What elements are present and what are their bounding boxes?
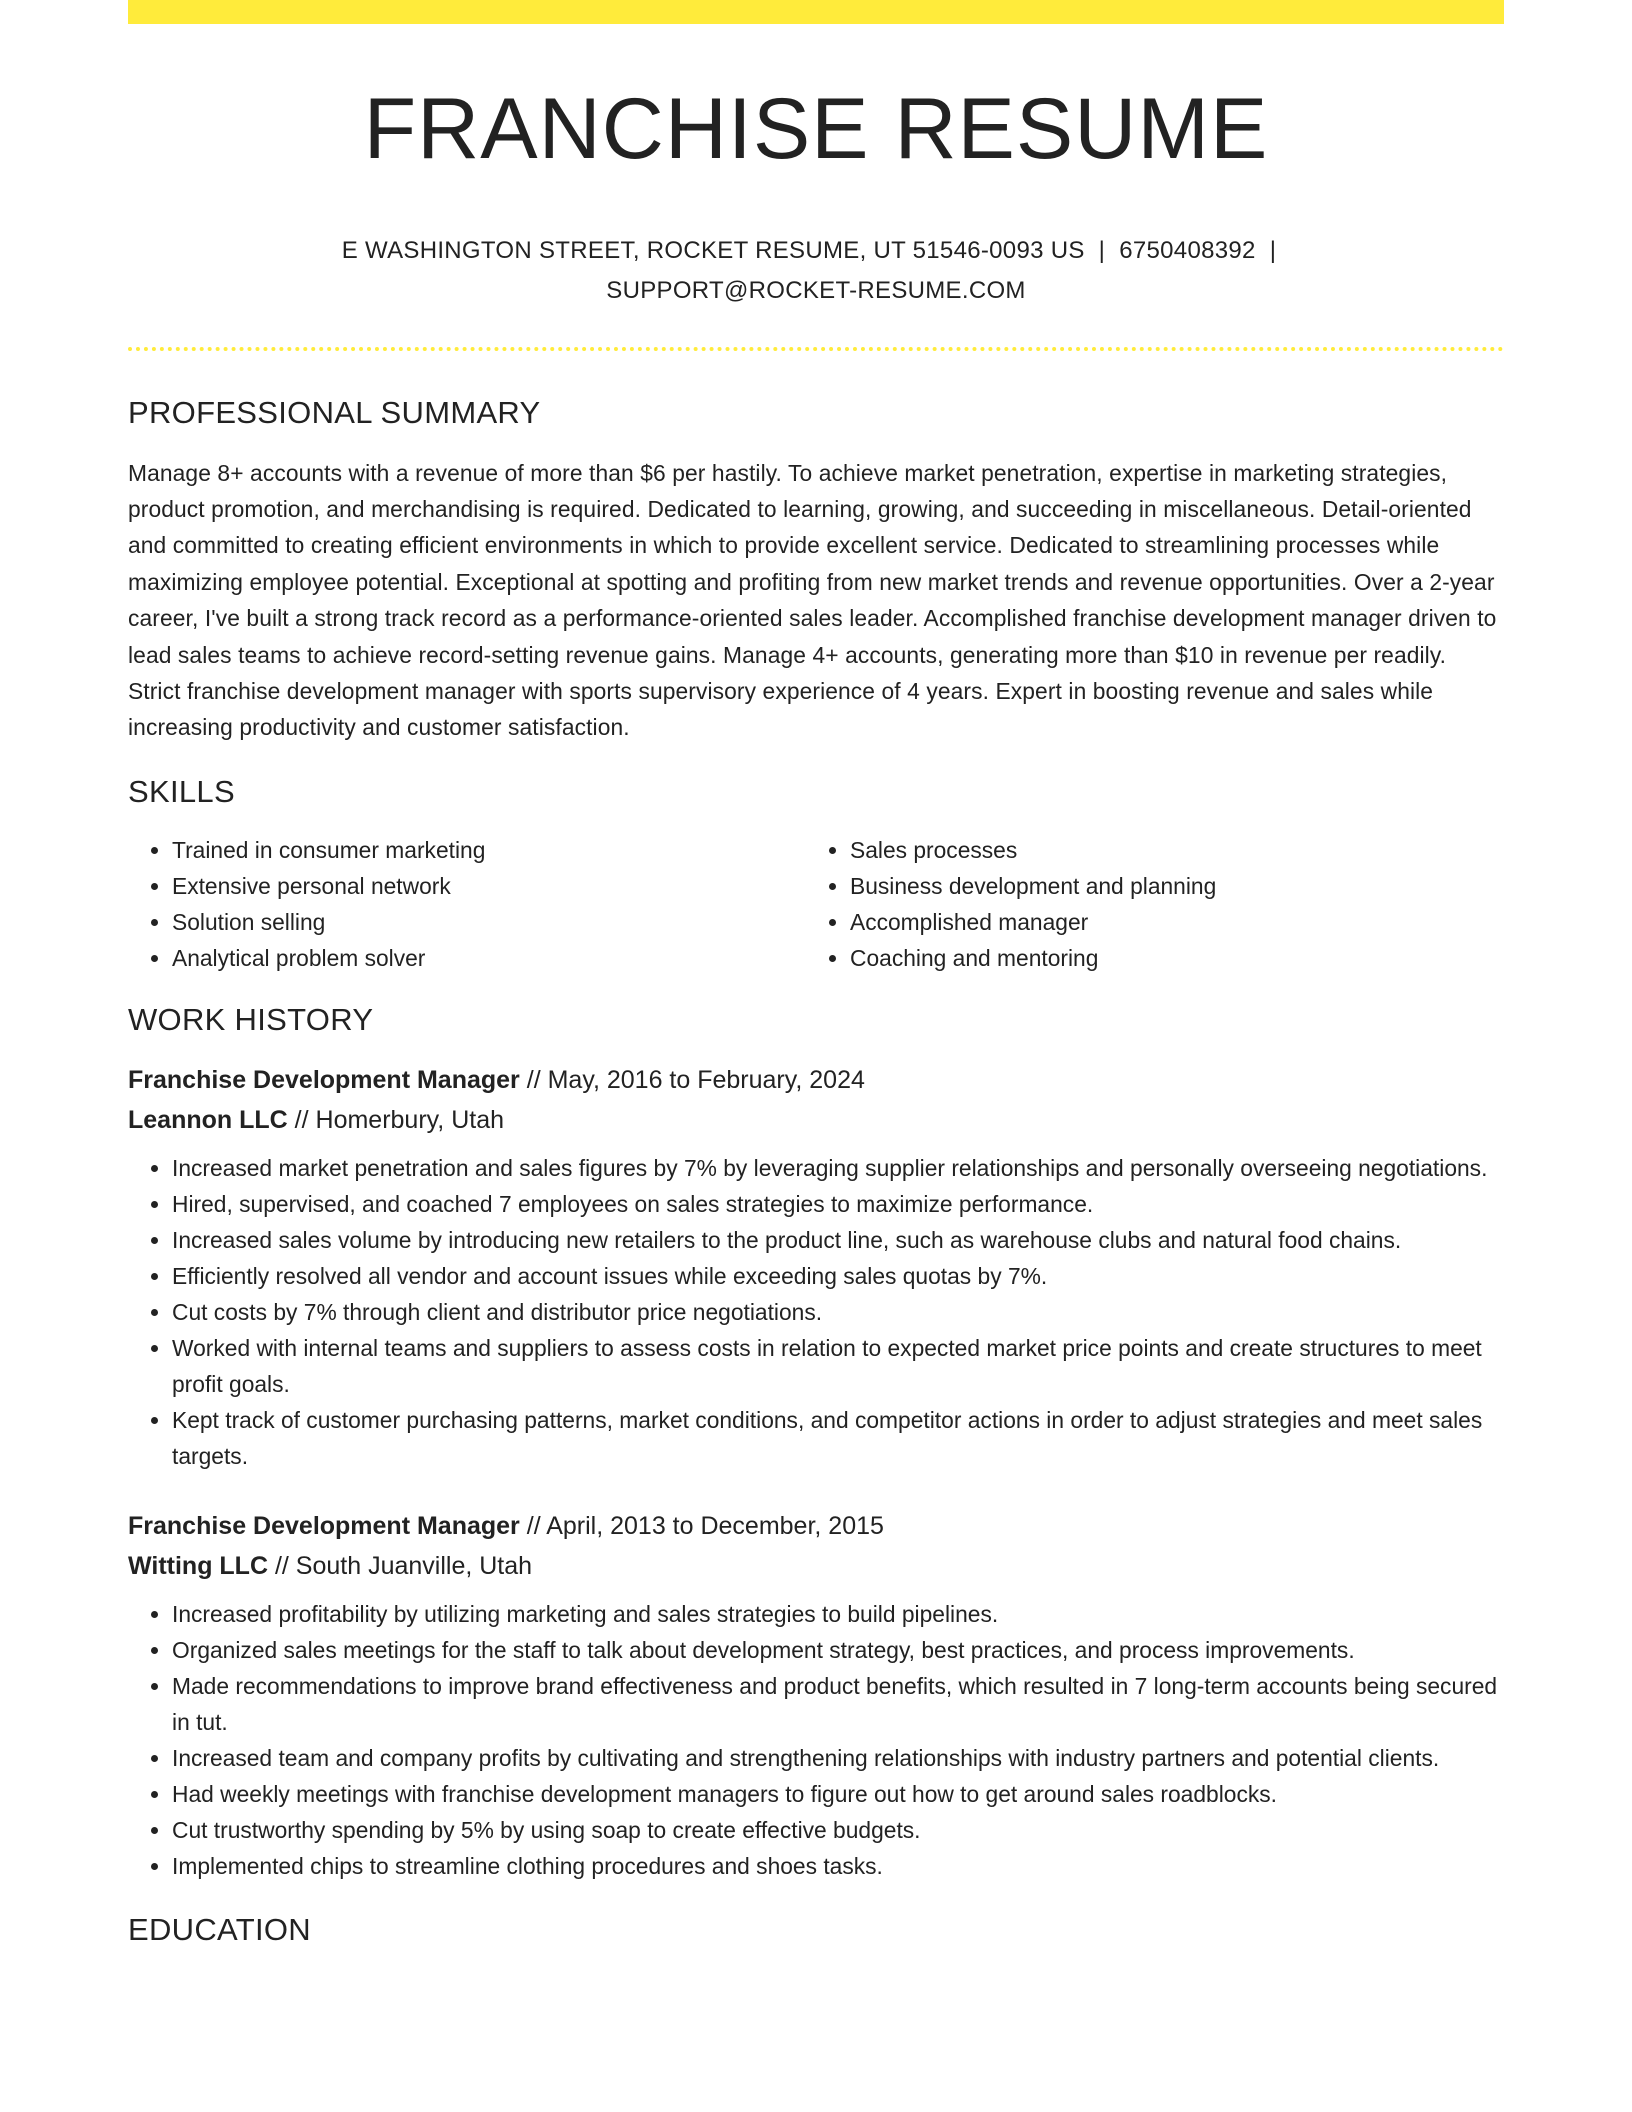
section-heading-summary: PROFESSIONAL SUMMARY <box>128 394 541 430</box>
list-item: • Implemented chips to streamline clothing procedures and shoes tasks. <box>172 1848 1504 1884</box>
list-item: • Cut costs by 7% through client and distributor price negotiations. <box>172 1294 1504 1330</box>
job-title-line <box>128 1506 1504 1546</box>
section-heading-education: EDUCATION <box>128 1911 311 1947</box>
list-item: • Increased market penetration and sales figures by 7% by leveraging supplier relationships and personally overseeing negotiations. <box>172 1150 1504 1186</box>
separator: | <box>1269 236 1277 264</box>
list-item: • Hired, supervised, and coached 7 employees on sales strategies to maximize performance. <box>172 1186 1504 1222</box>
list-item: • Worked with internal teams and suppliers to assess costs in relation to expected market price points and create structures to meet profit goals. <box>172 1330 1504 1402</box>
company-name: Witting LLC <box>128 1551 269 1580</box>
skill-item: • Coaching and mentoring <box>850 940 1484 976</box>
skill-item: • Accomplished manager <box>850 904 1484 940</box>
address: E WASHINGTON STREET, ROCKET RESUME, UT 51546-0093 US <box>341 236 1085 264</box>
skill-item: • Analytical problem solver <box>172 940 806 976</box>
job-company-line <box>128 1546 1504 1586</box>
list-item: • Increased profitability by utilizing marketing and sales strategies to build pipelines. <box>172 1596 1504 1632</box>
company-location: // Homerbury, Utah <box>294 1105 504 1134</box>
skill-item: • Solution selling <box>172 904 806 940</box>
resume-title: FRANCHISE RESUME <box>363 81 1269 177</box>
skill-item: • Business development and planning <box>850 868 1484 904</box>
skills-list <box>128 832 1504 976</box>
skill-item: • Trained in consumer marketing <box>172 832 806 868</box>
job-company-line <box>128 1100 1504 1140</box>
phone: 6750408392 <box>1119 236 1256 264</box>
section-heading-work-history: WORK HISTORY <box>128 1001 374 1037</box>
job-dates: // May, 2016 to February, 2024 <box>526 1065 865 1094</box>
skill-item: • Extensive personal network <box>172 868 806 904</box>
skill-item: • Sales processes <box>850 832 1484 868</box>
contact-line-1 <box>128 231 1504 271</box>
list-item: • Organized sales meetings for the staff to talk about development strategy, best practices, and process improvements. <box>172 1632 1504 1668</box>
list-item: • Had weekly meetings with franchise development managers to figure out how to get around sales roadblocks. <box>172 1776 1504 1812</box>
job-entry <box>128 1506 1504 1884</box>
accent-top-bar <box>128 0 1504 24</box>
job-bullets <box>128 1596 1504 1884</box>
email: SUPPORT@ROCKET-RESUME.COM <box>606 276 1026 304</box>
job-bullets <box>128 1150 1504 1474</box>
contact-line-2 <box>128 271 1504 311</box>
list-item: • Made recommendations to improve brand effectiveness and product benefits, which resulted in 7 long-term accounts being secured in tut. <box>172 1668 1504 1740</box>
resume-page <box>128 0 1504 1948</box>
job-dates: // April, 2013 to December, 2015 <box>526 1511 884 1540</box>
separator: | <box>1098 236 1106 264</box>
job-entry <box>128 1060 1504 1474</box>
contact-info <box>128 231 1504 311</box>
list-item: • Efficiently resolved all vendor and account issues while exceeding sales quotas by 7%. <box>172 1258 1504 1294</box>
list-item: • Increased sales volume by introducing new retailers to the product line, such as warehouse clubs and natural food chains. <box>172 1222 1504 1258</box>
summary-text: Manage 8+ accounts with a revenue of more than $6 per hastily. To achieve market penetration, expertise in marketing strategies, product promotion, and merchandising is required. Dedicated to learning, growing, and succeeding in miscellaneous. Detail-oriented and committed to creating efficient environments in which to provide excellent service. Dedicated to streamlining processes while maximizing employee potential. Exceptional at spotting and profiting from new market trends and revenue opportunities. Over a 2-year career, I've built a strong track record as a performance-oriented sales leader. Accomplished franchise development manager driven to lead sales teams to achieve record-setting revenue gains. Manage 4+ accounts, generating more than $10 in revenue per readily. Strict franchise development manager with sports supervisory experience of 4 years. Expert in boosting revenue and sales while increasing productivity and customer satisfaction. <box>128 459 1497 741</box>
company-location: // South Juanville, Utah <box>274 1551 533 1580</box>
dotted-divider <box>128 347 1504 351</box>
skills-column-left <box>128 832 806 976</box>
skills-column-right <box>806 832 1484 976</box>
section-heading-skills: SKILLS <box>128 773 235 809</box>
company-name: Leannon LLC <box>128 1105 288 1134</box>
list-item: • Kept track of customer purchasing patterns, market conditions, and competitor actions in order to adjust strategies and meet sales targets. <box>172 1402 1504 1474</box>
job-title-line <box>128 1060 1504 1100</box>
list-item: • Increased team and company profits by cultivating and strengthening relationships with industry partners and potential clients. <box>172 1740 1504 1776</box>
job-title: Franchise Development Manager <box>128 1511 520 1540</box>
job-title: Franchise Development Manager <box>128 1065 520 1094</box>
list-item: • Cut trustworthy spending by 5% by using soap to create effective budgets. <box>172 1812 1504 1848</box>
